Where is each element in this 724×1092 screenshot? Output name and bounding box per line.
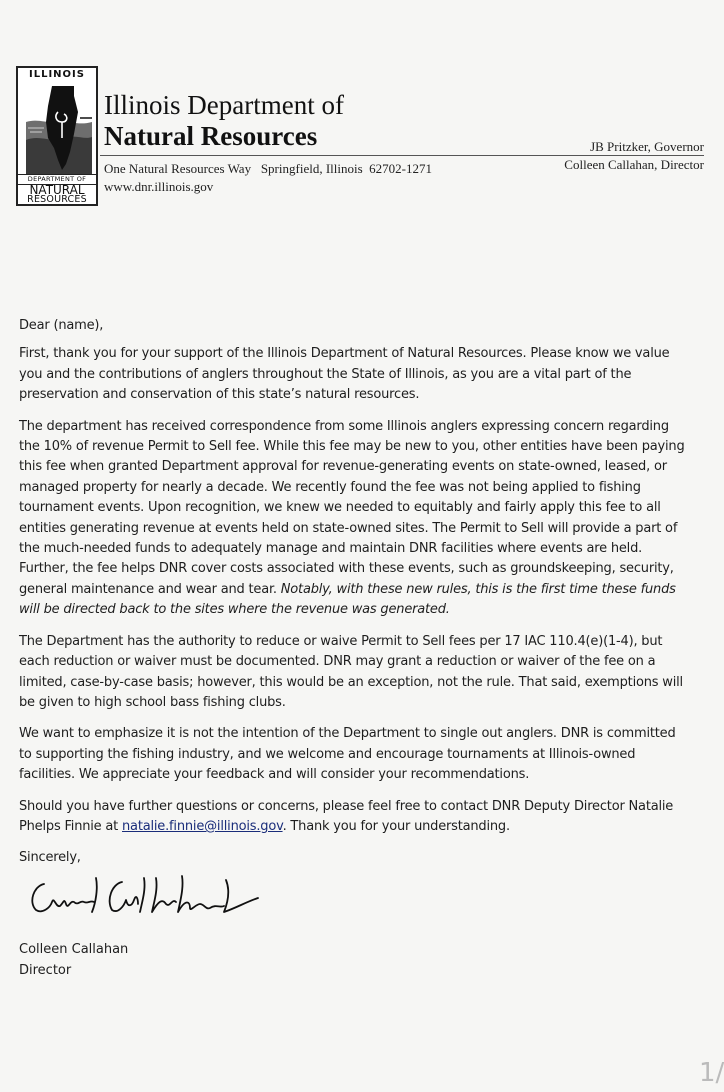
paragraph-2-text: The department has received correspondence from some Illinois anglers expressing concern regarding the 10% of revenue Permit to Sell fee. While this fee may be new to you, other entities have been paying this fee when granted Department approval for revenue-generating events on state-owned, leased, or managed property for nearly a decade. We recently found the fee was not being applied to fishing tournament events. Upon recognition, we knew we needed to equitably and fairly apply this fee to all entities generating revenue at events held on state-owned sites. The Permit to Sell will provide a part of the much-needed funds to adequately manage and maintain DNR facilities where events are held. Further, the fee helps DNR cover costs associated with these events, such as groundskeeping, security, general maintenance and wear and tear. — [19, 418, 685, 597]
illinois-map-icon — [18, 82, 96, 174]
letter-body — [19, 316, 687, 880]
governor-name: JB Pritzker, Governor — [590, 139, 704, 154]
department-title-line2: Natural Resources — [104, 121, 318, 151]
logo-illinois-text: ILLINOIS — [18, 68, 96, 84]
contact-text-end: . Thank you for your understanding. — [282, 818, 510, 834]
department-website[interactable]: www.dnr.illinois.gov — [104, 179, 214, 194]
paragraph-2-emphasis: Notably, with these new rules, this is the first time these funds will be directed back to the sites where the revenue was generated. — [19, 581, 676, 618]
dnr-logo — [16, 66, 98, 206]
logo-natural-text: NATURAL — [29, 183, 85, 197]
contact-text: Should you have further questions or concerns, please feel free to contact DNR Deputy Director Natalie Phelps Finnie at — [19, 798, 674, 834]
paragraph-contact — [19, 797, 687, 838]
logo-department-text: DEPARTMENT OF — [18, 174, 96, 185]
department-address: One Natural Resources Way Springfield, Illinois 62702-1271 — [104, 161, 432, 176]
paragraph-4: We want to emphasize it is not the intention of the Department to single out anglers. DNR is committed to supporting the fishing industry, and we welcome and encourage tournaments at Illinois-owned facilities. We appreciate your feedback and will consider your recommendations. — [19, 726, 676, 783]
contact-email-link[interactable]: natalie.finnie@illinois.gov — [122, 818, 283, 834]
logo-resources-text: RESOURCES — [27, 194, 87, 205]
paragraph-1: First, thank you for your support of the Illinois Department of Natural Resources. Please know we value you and the contributions of anglers throughout the State of Illinois, as you are a vital part of the preservation and conservation of this state’s natural resources. — [19, 346, 670, 403]
paragraph-3: The Department has the authority to reduce or waive Permit to Sell fees per 17 IAC 110.4(e)(1-4), but each reduction or waiver must be documented. DNR may grant a reduction or waiver of the fee on a limited, case-by-case basis; however, this would be an exception, not the rule. That said, exemptions will be given to high school bass fishing clubs. — [19, 633, 683, 710]
handwritten-signature — [26, 868, 286, 928]
director-name-header: Colleen Callahan, Director — [564, 157, 704, 172]
paragraph-2 — [19, 417, 687, 621]
letterhead-divider — [100, 155, 704, 156]
page-number: 1/ — [699, 1058, 724, 1088]
signer-title: Director — [19, 963, 72, 978]
department-title-line1: Illinois Department of — [104, 90, 344, 120]
letter-closing: Sincerely, — [19, 850, 81, 866]
signer-name: Colleen Callahan — [19, 942, 129, 957]
letter-greeting: Dear (name), — [19, 318, 104, 333]
